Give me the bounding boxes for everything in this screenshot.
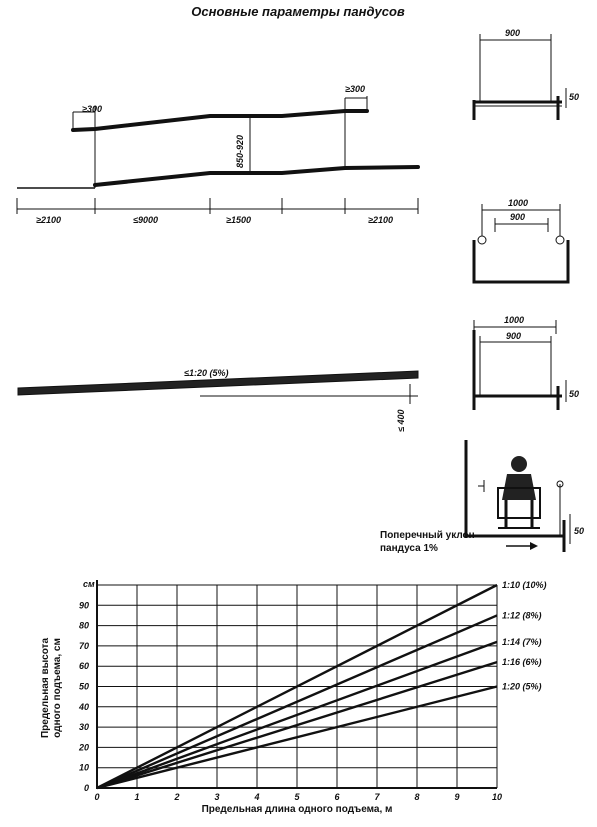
x-axis-label: Предельная длина одного подъема, м bbox=[201, 804, 393, 815]
dim-max-rise: ≤ 400 bbox=[396, 409, 406, 432]
wheelchair-user-icon bbox=[498, 456, 540, 528]
section-2-rail-left bbox=[478, 236, 486, 244]
section-2-outer: 1000 bbox=[508, 198, 529, 208]
x-tick-label: 5 bbox=[294, 792, 300, 802]
landing-dimension-lines bbox=[73, 98, 367, 112]
y-tick-label: 70 bbox=[78, 640, 89, 651]
section-2 bbox=[474, 198, 568, 282]
chart-series bbox=[97, 580, 547, 788]
y-tick-label: 40 bbox=[78, 701, 89, 712]
y-axis-label-line1: Предельная высота bbox=[40, 637, 51, 739]
page-title: Основные параметры пандусов bbox=[191, 4, 405, 19]
section-4-wall-handrail bbox=[478, 480, 484, 492]
x-tick-label: 9 bbox=[454, 792, 460, 802]
segment-dimension-line bbox=[17, 198, 418, 214]
section-3-outer: 1000 bbox=[504, 315, 525, 325]
x-tick-label: 10 bbox=[491, 792, 503, 802]
x-tick-label: 8 bbox=[414, 792, 420, 802]
section-4-curb-label: 50 bbox=[574, 526, 585, 536]
series-label-3: 1:14 (7%) bbox=[502, 636, 542, 647]
section-2-channel bbox=[474, 240, 568, 282]
dim-segment-2: ≤9000 bbox=[133, 215, 158, 225]
section-3-rails bbox=[480, 345, 551, 396]
x-tick-label: 7 bbox=[374, 792, 380, 802]
ramp-elevation bbox=[17, 84, 418, 225]
y-tick-label: 20 bbox=[78, 742, 89, 753]
section-3 bbox=[474, 315, 579, 410]
y-tick-label: 0 bbox=[83, 783, 89, 793]
dim-landing-top-left: ≥300 bbox=[82, 104, 102, 114]
section-1 bbox=[474, 28, 579, 120]
section-1-curb: 50 bbox=[569, 92, 580, 102]
section-3-inner: 900 bbox=[506, 331, 522, 341]
series-label-2: 1:12 (8%) bbox=[502, 610, 542, 621]
x-tick-label: 6 bbox=[334, 792, 340, 802]
y-unit-label: см bbox=[83, 579, 95, 589]
y-tick-label: 60 bbox=[78, 661, 89, 672]
x-tick-label: 2 bbox=[174, 792, 180, 802]
y-tick-label: 30 bbox=[78, 722, 89, 733]
dim-landing-top-right: ≥300 bbox=[345, 84, 365, 94]
slope-view bbox=[18, 368, 418, 432]
dim-segment-1: ≥2100 bbox=[36, 215, 61, 225]
series-label-1: 1:10 (10%) bbox=[502, 580, 547, 590]
section-1-rails bbox=[480, 60, 551, 102]
y-axis-label-line2: одного подъема, см bbox=[52, 638, 63, 738]
ramp-surface bbox=[95, 167, 418, 185]
dim-segment-4: ≥2100 bbox=[368, 215, 393, 225]
y-tick-label: 50 bbox=[78, 681, 89, 692]
x-tick-label: 1 bbox=[134, 792, 140, 802]
y-tick-label: 90 bbox=[78, 600, 89, 611]
y-tick-label: 80 bbox=[78, 620, 89, 631]
section-4 bbox=[380, 440, 584, 554]
section-2-rail-right bbox=[556, 236, 564, 244]
cross-slope-label-1: Поперечный уклон bbox=[380, 530, 475, 541]
ramp-limits-chart bbox=[40, 579, 547, 815]
section-2-inner: 900 bbox=[510, 212, 526, 222]
dim-segment-3: ≥1500 bbox=[226, 215, 251, 225]
section-1-width: 900 bbox=[505, 28, 521, 38]
cross-slope-label-2: пандуса 1% bbox=[380, 543, 438, 554]
x-tick-label: 3 bbox=[214, 792, 220, 802]
series-label-5: 1:20 (5%) bbox=[502, 681, 542, 692]
series-label-4: 1:16 (6%) bbox=[502, 657, 542, 668]
slope-label: ≤1:20 (5%) bbox=[184, 368, 229, 378]
x-tick-label: 4 bbox=[254, 792, 260, 802]
dim-rail-height: 850-920 bbox=[235, 134, 245, 168]
x-tick-label: 0 bbox=[94, 792, 100, 802]
y-tick-label: 10 bbox=[78, 762, 89, 773]
handrail bbox=[73, 111, 367, 130]
cross-slope-arrow-head bbox=[530, 542, 538, 550]
section-3-curb: 50 bbox=[569, 389, 580, 399]
